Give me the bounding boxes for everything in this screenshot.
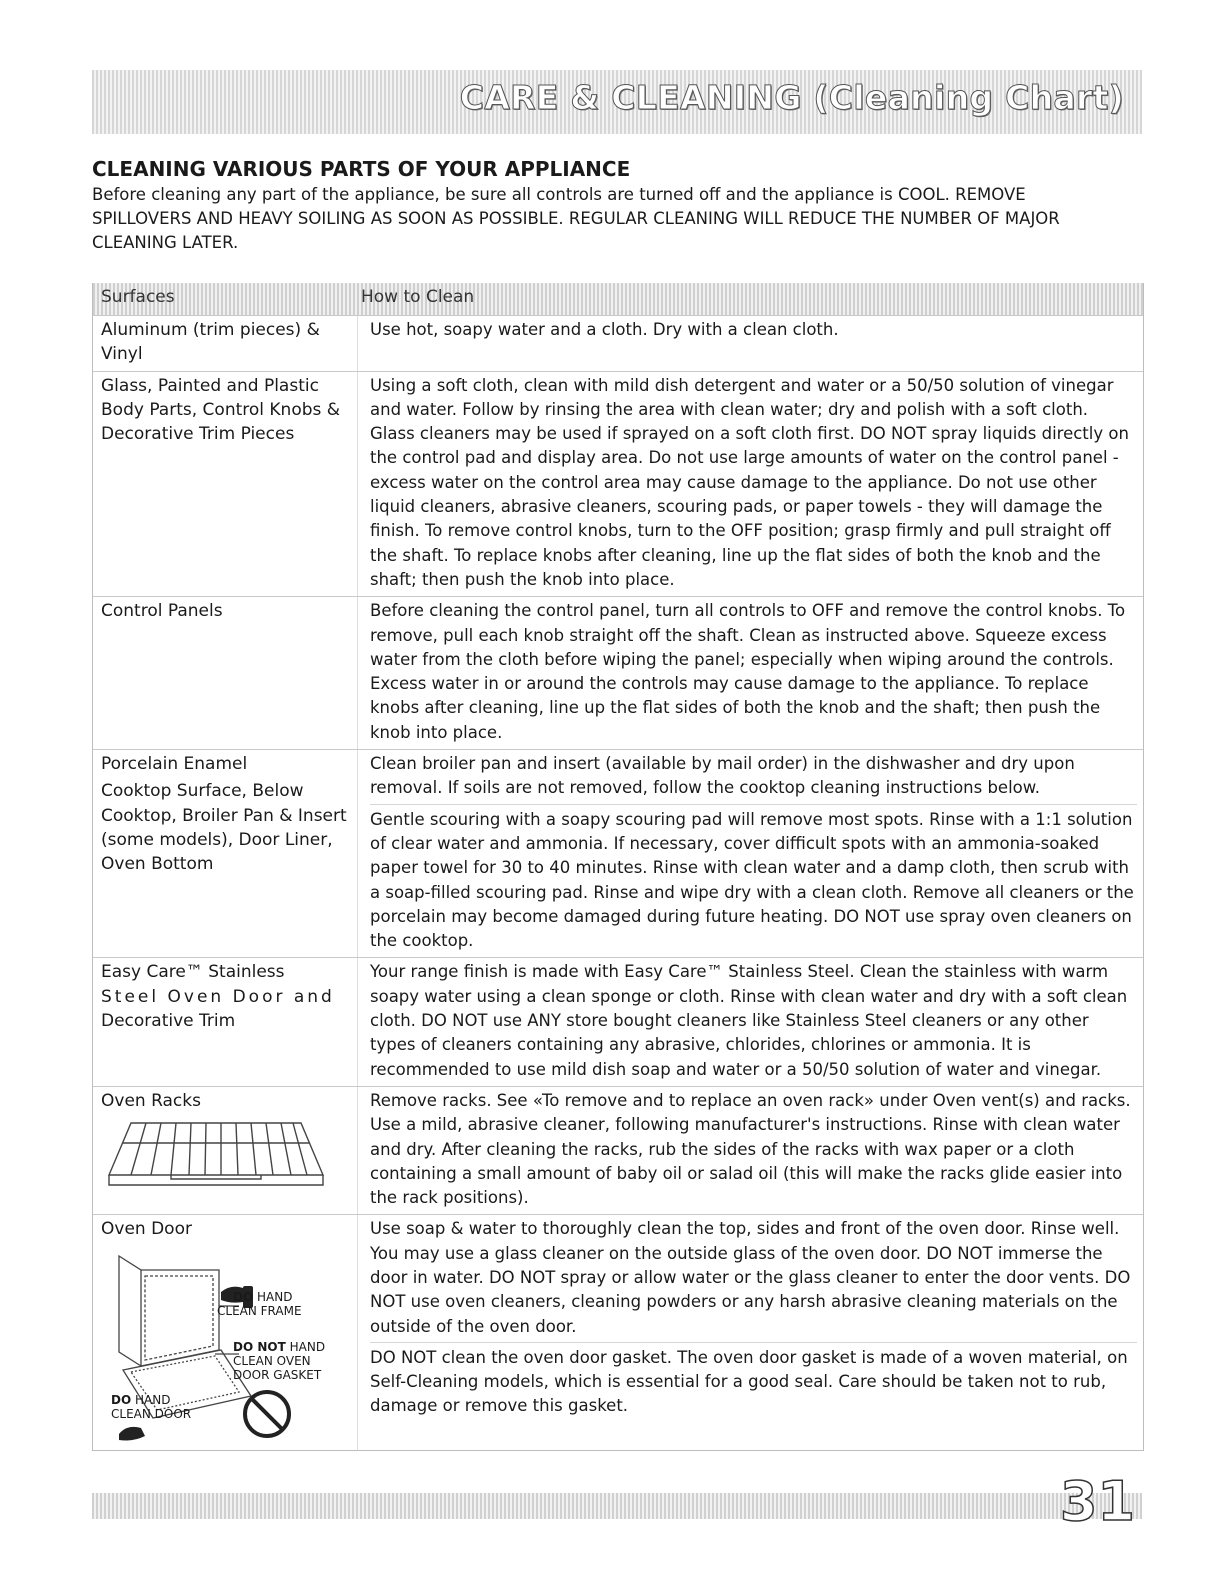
how-text: Use hot, soapy water and a cloth. Dry with a clean cloth.	[370, 320, 839, 339]
how-text: Remove racks. See «To remove and to replace an oven rack» under Oven vent(s) and racks. Use a mild, abrasive cleaner, following manufacturer's instructions. Rinse with clean water and dry. After cleaning the racks, rub the sides of the racks with wax paper or a cloth containing a small amount of baby oil or salad oil (this will make the racks glide easier into the rack positions).	[370, 1090, 1131, 1208]
oven-rack-illustration	[101, 1117, 331, 1193]
table-row	[93, 1086, 1143, 1214]
door-label-rest: CLEAN DOOR	[111, 1407, 192, 1422]
surface-cell	[93, 1087, 358, 1214]
how-cell	[358, 958, 1143, 1085]
how-cell	[358, 372, 1143, 597]
how-cell	[358, 597, 1143, 749]
table-row	[93, 1214, 1143, 1450]
section-heading: CLEANING VARIOUS PARTS OF YOUR APPLIANCE	[92, 157, 631, 181]
surface-text: Cooktop Surface, Below Cooktop, Broiler Pan & Insert (some models), Door Liner, Oven Bottom	[101, 781, 347, 875]
gasket-label-hand: HAND	[289, 1340, 326, 1355]
page-number: 31	[1059, 1470, 1135, 1533]
surface-cell: Aluminum (trim pieces) & Vinyl	[93, 316, 358, 371]
how-cell	[358, 1087, 1143, 1214]
door-label-hand: HAND	[135, 1393, 171, 1408]
how-text: Before cleaning the control panel, turn all controls to OFF and remove the control knobs. To remove, pull each knob straight off the shaft. Clean as instructed above. Squeeze excess water from the cloth before wiping the panel; especially when wiping around the controls. Excess water in or around the controls may cause damage to the appliance. To replace knobs after cleaning, line up the flat sides of both the knob and the shaft; then push the knob into place.	[370, 601, 1126, 742]
banner-title: CARE & CLEANING (Cleaning Chart)	[459, 78, 1124, 117]
gasket-label-rest2: DOOR GASKET	[233, 1368, 322, 1383]
surface-cell: Control Panels	[93, 597, 358, 749]
how-cell	[358, 1215, 1143, 1450]
surface-cell	[93, 958, 358, 1085]
footer-bar	[92, 1493, 1142, 1519]
cleaning-chart-table	[92, 283, 1144, 1451]
table-header	[93, 283, 1143, 315]
how-text: Use soap & water to thoroughly clean the top, sides and front of the oven door. Rinse well. You may use a glass cleaner on the outside glass of the oven door. DO NOT immerse the door in water. DO NOT spray or allow water or the glass cleaner to enter the door vents. DO NOT use oven cleaners, cleaning powders or any harsh abrasive cleaning materials on the outside of the oven door.	[370, 1219, 1131, 1336]
table-row	[93, 315, 1143, 371]
how-cell	[358, 750, 1143, 957]
frame-label-hand: HAND	[257, 1290, 293, 1305]
frame-label-rest: CLEAN FRAME	[217, 1304, 302, 1319]
surface-cell: Glass, Painted and Plastic Body Parts, Control Knobs & Decorative Trim Pieces	[93, 372, 358, 597]
door-label-do: DO	[111, 1393, 132, 1408]
gasket-label-rest1: CLEAN OVEN	[233, 1354, 311, 1369]
frame-label-do: DO	[233, 1290, 254, 1305]
table-row	[93, 371, 1143, 597]
gasket-label-do-not: DO NOT	[233, 1340, 286, 1355]
how-text: Your range finish is made with Easy Care™ Stainless Steel. Clean the stainless with warm soapy water using a clean sponge or cloth. Rinse with clean water and dry with a soft clean cloth. DO NOT use ANY store bought cleaners like Stainless Steel cleaners or any other types of cleaners containing any abrasive, chlorides, chlorines or ammonia. It is recommended to use mild dish soap and water or a 50/50 solution of water and vinegar.	[370, 962, 1128, 1079]
header-how-to-clean: How to Clean	[361, 287, 475, 307]
header-surfaces: Surfaces	[101, 287, 175, 307]
table-row	[93, 957, 1143, 1085]
how-text: Using a soft cloth, clean with mild dish detergent and water or a 50/50 solution of vinegar and water. Follow by rinsing the area with clean water; dry and polish with a soft cloth. Glass cleaners may be used if sprayed on a soft cloth first. DO NOT spray liquids directly on the control pad and display area. Do not use large amounts of water on the control panel - excess water on the control area may cause damage to the appliance. Do not use other liquid cleaners, abrasive cleaners, scouring pads, or paper towels - they will damage the finish. To remove control knobs, turn to the OFF position; grasp firmly and pull straight off the shaft. To replace knobs after cleaning, line up the flat sides of both the knob and the shaft; then push the knob into place.	[370, 375, 1129, 589]
table-row	[93, 596, 1143, 749]
surface-text: Oven Racks	[101, 1090, 201, 1111]
surface-cell	[93, 1215, 358, 1450]
table-row	[93, 749, 1143, 957]
surface-text: Decorative Trim	[101, 1011, 236, 1032]
surface-text: Porcelain Enamel	[101, 754, 248, 775]
how-text: Clean broiler pan and insert (available by mail order) in the dishwasher and dry upon removal. If soils are not removed, follow the cooktop cleaning instructions below.	[370, 754, 1075, 798]
surface-text: Oven Door	[101, 1219, 192, 1240]
surface-cell	[93, 750, 358, 957]
section-intro: Before cleaning any part of the appliance, be sure all controls are turned off and the appliance is COOL. REMOVE SPILLOVERS AND HEAVY SOILING AS SOON AS POSSIBLE. REGULAR CLEANING WILL REDUCE THE NUMBER OF MAJOR CLEANING LATER.	[92, 185, 1060, 252]
page-banner	[92, 70, 1142, 134]
how-cell	[358, 316, 1143, 371]
surface-text: Steel Oven Door and	[101, 986, 335, 1007]
surface-text: Easy Care™ Stainless	[101, 962, 285, 983]
how-text: Gentle scouring with a soapy scouring pad will remove most spots. Rinse with a 1:1 solution of clear water and ammonia. If necessary, cover difficult spots with an ammonia-soaked paper towel for 30 to 40 minutes. Rinse with clean water and a damp cloth, then scrub with a soap-filled scouring pad. Rinse and wipe dry with a clean cloth. Remove all cleaners or the porcelain may become damaged during future heating. DO NOT use spray oven cleaners on the cooktop.	[370, 804, 1137, 954]
how-text: DO NOT clean the oven door gasket. The oven door gasket is made of a woven material, on Self-Cleaning models, which is essential for a good seal. Care should be taken not to rub, damage or remove this gasket.	[370, 1342, 1137, 1419]
